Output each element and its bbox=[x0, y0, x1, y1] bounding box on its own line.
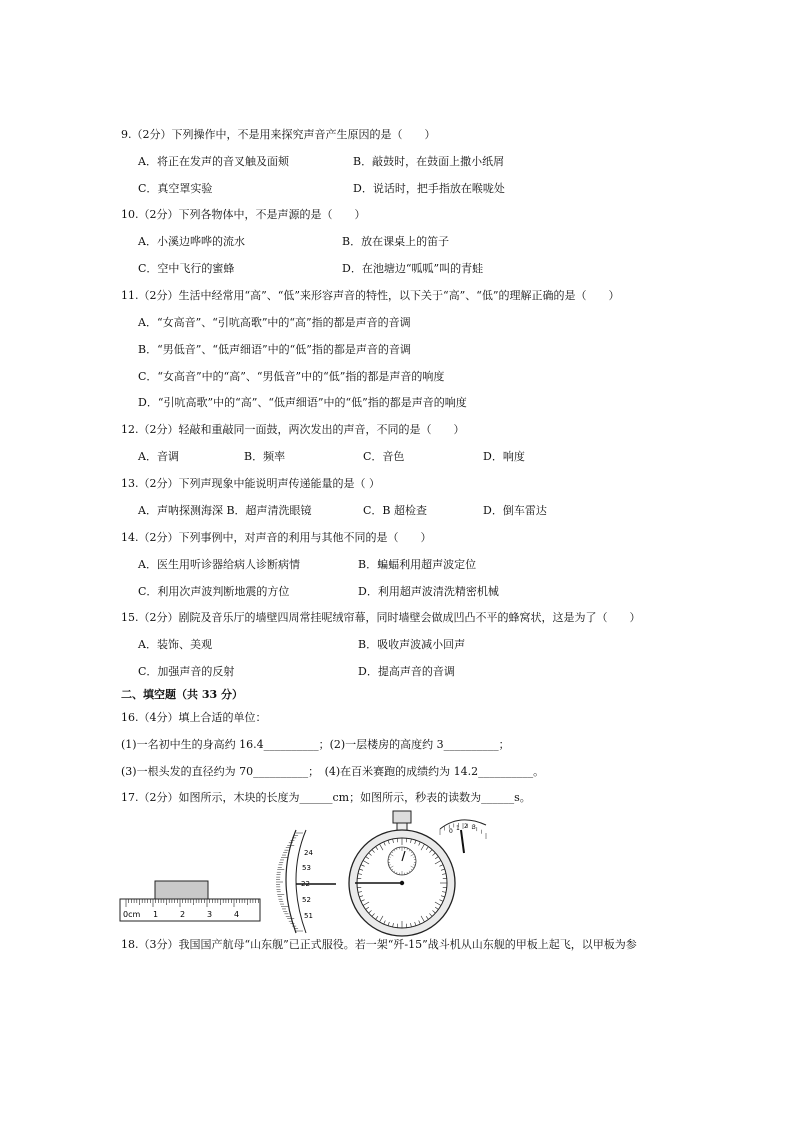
q9-stem: 9.（2分）下列操作中，不是用来探究声音产生原因的是（ ） bbox=[121, 128, 436, 141]
ruler bbox=[120, 899, 260, 921]
dial-label-53: 53 bbox=[302, 864, 311, 872]
subzoom-label-3: 3 bbox=[472, 824, 476, 831]
q10-option-a: A．小溪边哗哗的流水 bbox=[138, 235, 245, 248]
q11-option-b: B．“男低音”、“低声细语”中的“低”指的都是声音的音调 bbox=[138, 343, 411, 356]
dial-label-52: 52 bbox=[302, 896, 311, 904]
q14-stem: 14.（2分）下列事例中，对声音的利用与其他不同的是（ ） bbox=[121, 531, 432, 544]
q16-line-1: (1)一名初中生的身高约 16.4__________；(2)一层楼房的高度约 3__________； bbox=[121, 738, 510, 751]
q9-option-d: D．说话时，把手指放在喉咙处 bbox=[353, 182, 505, 195]
q14-option-b: B．蝙蝠利用超声波定位 bbox=[358, 558, 477, 571]
q9-option-b: B．敲鼓时，在鼓面上撒小纸屑 bbox=[353, 155, 505, 168]
q16-line-2: (3)一根头发的直径约为 70__________； (4)在百米赛跑的成绩约为 14.2__________。 bbox=[121, 765, 545, 778]
q10-option-d: D．在池塘边“呱呱”叫的青蛙 bbox=[342, 262, 484, 275]
q15-option-c: C．加强声音的反射 bbox=[138, 665, 235, 678]
q12-option-d: D．响度 bbox=[483, 450, 525, 463]
dial-label-51: 51 bbox=[304, 912, 313, 920]
q15-option-a: A．装饰、美观 bbox=[138, 638, 212, 651]
dial-label-22: 22 bbox=[301, 880, 310, 888]
q9-option-c: C．真空罩实验 bbox=[138, 182, 213, 195]
q14-option-c: C．利用次声波判断地震的方位 bbox=[138, 585, 290, 598]
dial-scale-zoom bbox=[276, 830, 336, 933]
q17-figure bbox=[118, 803, 498, 938]
ruler-label-4: 4 bbox=[234, 910, 240, 919]
q10-option-b: B．放在课桌上的笛子 bbox=[342, 235, 450, 248]
subzoom-label-2: 2 bbox=[464, 823, 468, 830]
q15-stem: 15.（2分）剧院及音乐厅的墙壁四周常挂呢绒帘幕，同时墙壁会做成凹凸不平的蜂窝状，这是为了（ ） bbox=[121, 611, 641, 624]
subzoom-pointer bbox=[461, 830, 464, 853]
q16-stem: 16.（4分）填上合适的单位： bbox=[121, 711, 267, 724]
q13-option-ab: A．声呐探测海深 B．超声清洗眼镜 bbox=[138, 504, 312, 517]
q12-option-c: C．音色 bbox=[363, 450, 405, 463]
q11-option-c: C．“女高音”中的“高”、“男低音”中的“低”指的都是声音的响度 bbox=[138, 370, 445, 383]
q13-stem: 13.（2分）下列声现象中能说明声传递能量的是（ ） bbox=[121, 477, 380, 490]
ruler-label-2: 2 bbox=[180, 910, 186, 919]
q9-option-a: A．将正在发声的音叉触及面颊 bbox=[138, 155, 289, 168]
wooden-block bbox=[155, 881, 208, 899]
q13-option-d: D．倒车雷达 bbox=[483, 504, 547, 517]
subzoom-label-0: 0 bbox=[449, 828, 453, 835]
q11-option-a: A．“女高音”、“引吭高歌”中的“高”指的都是声音的音调 bbox=[138, 316, 411, 329]
q10-option-c: C．空中飞行的蜜蜂 bbox=[138, 262, 235, 275]
stopwatch-crown bbox=[393, 811, 411, 823]
q14-option-d: D．利用超声波清洗精密机械 bbox=[358, 585, 499, 598]
q13-option-c: C．B 超检查 bbox=[363, 504, 427, 517]
q15-option-b: B．吸收声波减小回声 bbox=[358, 638, 466, 651]
q10-stem: 10.（2分）下列各物体中，不是声源的是（ ） bbox=[121, 208, 366, 221]
q11-stem: 11.（2分）生活中经常用“高”、“低”来形容声音的特性，以下关于“高”、“低”的理解正确的是（ ） bbox=[121, 289, 620, 302]
dial-label-24: 24 bbox=[304, 849, 313, 857]
q12-option-b: B．频率 bbox=[244, 450, 286, 463]
q15-option-d: D．提高声音的音调 bbox=[358, 665, 455, 678]
q14-option-a: A．医生用听诊器给病人诊断病情 bbox=[138, 558, 300, 571]
q11-option-d: D．“引吭高歌”中的“高”、“低声细语”中的“低”指的都是声音的响度 bbox=[138, 396, 467, 409]
q18-stem: 18.（3分）我国国产航母“山东舰”已正式服役。若一架“歼-15”战斗机从山东舰的甲板上起飞，以甲板为参 bbox=[121, 938, 637, 951]
q12-stem: 12.（2分）轻敲和重敲同一面鼓，两次发出的声音，不同的是（ ） bbox=[121, 423, 465, 436]
stopwatch bbox=[349, 811, 455, 936]
ruler-label-3: 3 bbox=[207, 910, 213, 919]
ruler-label-0: 0cm bbox=[123, 910, 141, 919]
q17-stem: 17.（2分）如图所示，木块的长度为______cm；如图所示，秒表的读数为______s。 bbox=[121, 791, 531, 804]
q12-option-a: A．音调 bbox=[138, 450, 179, 463]
ruler-label-1: 1 bbox=[153, 910, 159, 919]
subdial-zoom bbox=[440, 820, 486, 853]
subzoom-label-1: 1 bbox=[456, 825, 460, 832]
section-heading-fill-in: 二、填空题（共 33 分） bbox=[121, 688, 243, 701]
